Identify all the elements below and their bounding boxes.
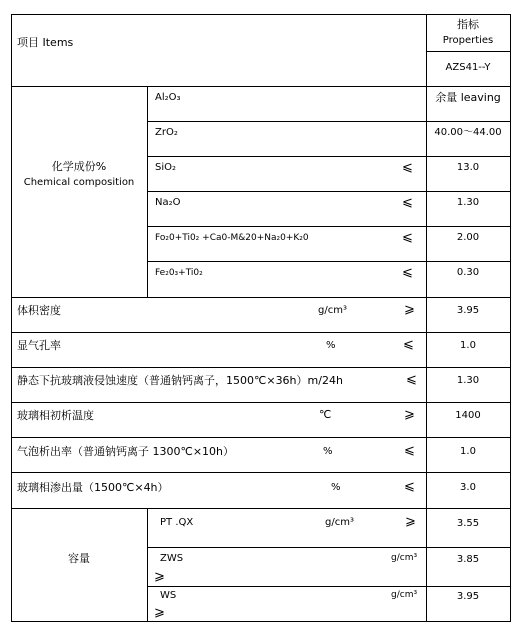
capacity-label: 容量 <box>68 552 90 565</box>
property-name: 气泡析出率（普通钠钙离子 1300℃×10h） <box>17 445 235 458</box>
capacity-name: WS <box>160 590 177 601</box>
property-unit: % <box>326 340 336 351</box>
index-header-en: Properties <box>442 35 494 46</box>
chem-name: Na₂O <box>155 197 181 208</box>
less-equal-icon: ⩽ <box>402 195 413 210</box>
greater-equal-icon: ⩾ <box>404 407 415 422</box>
greater-equal-icon: ⩾ <box>154 569 165 584</box>
chem-name: SiO₂ <box>155 162 177 173</box>
capacity-value: 3.95 <box>456 591 480 602</box>
property-name: 玻璃相初析温度 <box>17 409 94 422</box>
greater-equal-icon: ⩾ <box>405 514 416 529</box>
chem-value: 40.00～44.00 <box>434 127 502 138</box>
less-equal-icon: ⩽ <box>402 160 413 175</box>
property-value: 1400 <box>455 410 481 421</box>
less-equal-icon: ⩽ <box>402 265 413 280</box>
capacity-value: 3.55 <box>456 518 480 529</box>
chemical-label-cn: 化学成份% <box>51 160 107 173</box>
less-equal-icon: ⩽ <box>406 372 417 387</box>
chem-name: ZrO₂ <box>155 127 178 138</box>
items-header: 项目 Items <box>17 36 74 49</box>
property-unit: % <box>323 446 333 457</box>
property-name: 显气孔率 <box>17 339 61 352</box>
property-unit: % <box>331 482 341 493</box>
capacity-name: PT .QX <box>160 517 194 528</box>
capacity-unit: g/cm³ <box>325 517 354 528</box>
property-unit: g/cm³ <box>318 305 347 316</box>
capacity-unit: g/cm³ <box>391 553 418 563</box>
property-name: 静态下抗玻璃液侵蚀速度（普通钠钙离子，1500℃×36h）m/24h <box>17 374 343 387</box>
property-value: 1.0 <box>460 446 476 457</box>
index-header-cn: 指标 <box>457 18 479 31</box>
chem-value: 1.30 <box>456 197 480 208</box>
capacity-unit: g/cm³ <box>391 590 418 600</box>
chem-name: Fo₂0+Ti0₂ +Ca0-M&20+Na₂0+K₂0 <box>155 233 309 243</box>
chem-value: 余量 leaving <box>435 91 501 104</box>
property-name: 玻璃相渗出量（1500℃×4h） <box>17 481 169 494</box>
property-unit: ℃ <box>319 408 332 421</box>
property-value: 1.0 <box>460 340 476 351</box>
property-value: 1.30 <box>456 375 480 386</box>
property-value: 3.95 <box>456 305 480 316</box>
less-equal-icon: ⩽ <box>403 337 414 352</box>
property-name: 体积密度 <box>17 304 61 317</box>
less-equal-icon: ⩽ <box>404 479 415 494</box>
property-value: 3.0 <box>460 482 476 493</box>
chem-name: Al₂O₃ <box>155 92 181 103</box>
chem-value: 2.00 <box>456 232 480 243</box>
grade-label: AZS41--Y <box>445 62 491 73</box>
greater-equal-icon: ⩾ <box>404 302 415 317</box>
chemical-label-en: Chemical composition <box>23 177 135 188</box>
chem-value: 0.30 <box>456 267 480 278</box>
capacity-name: ZWS <box>160 553 184 564</box>
chem-value: 13.0 <box>456 162 480 173</box>
chem-name: Fe₂0₃+Ti0₂ <box>155 268 203 278</box>
less-equal-icon: ⩽ <box>402 230 413 245</box>
greater-equal-icon: ⩾ <box>154 605 165 620</box>
capacity-value: 3.85 <box>456 554 480 565</box>
less-equal-icon: ⩽ <box>404 443 415 458</box>
